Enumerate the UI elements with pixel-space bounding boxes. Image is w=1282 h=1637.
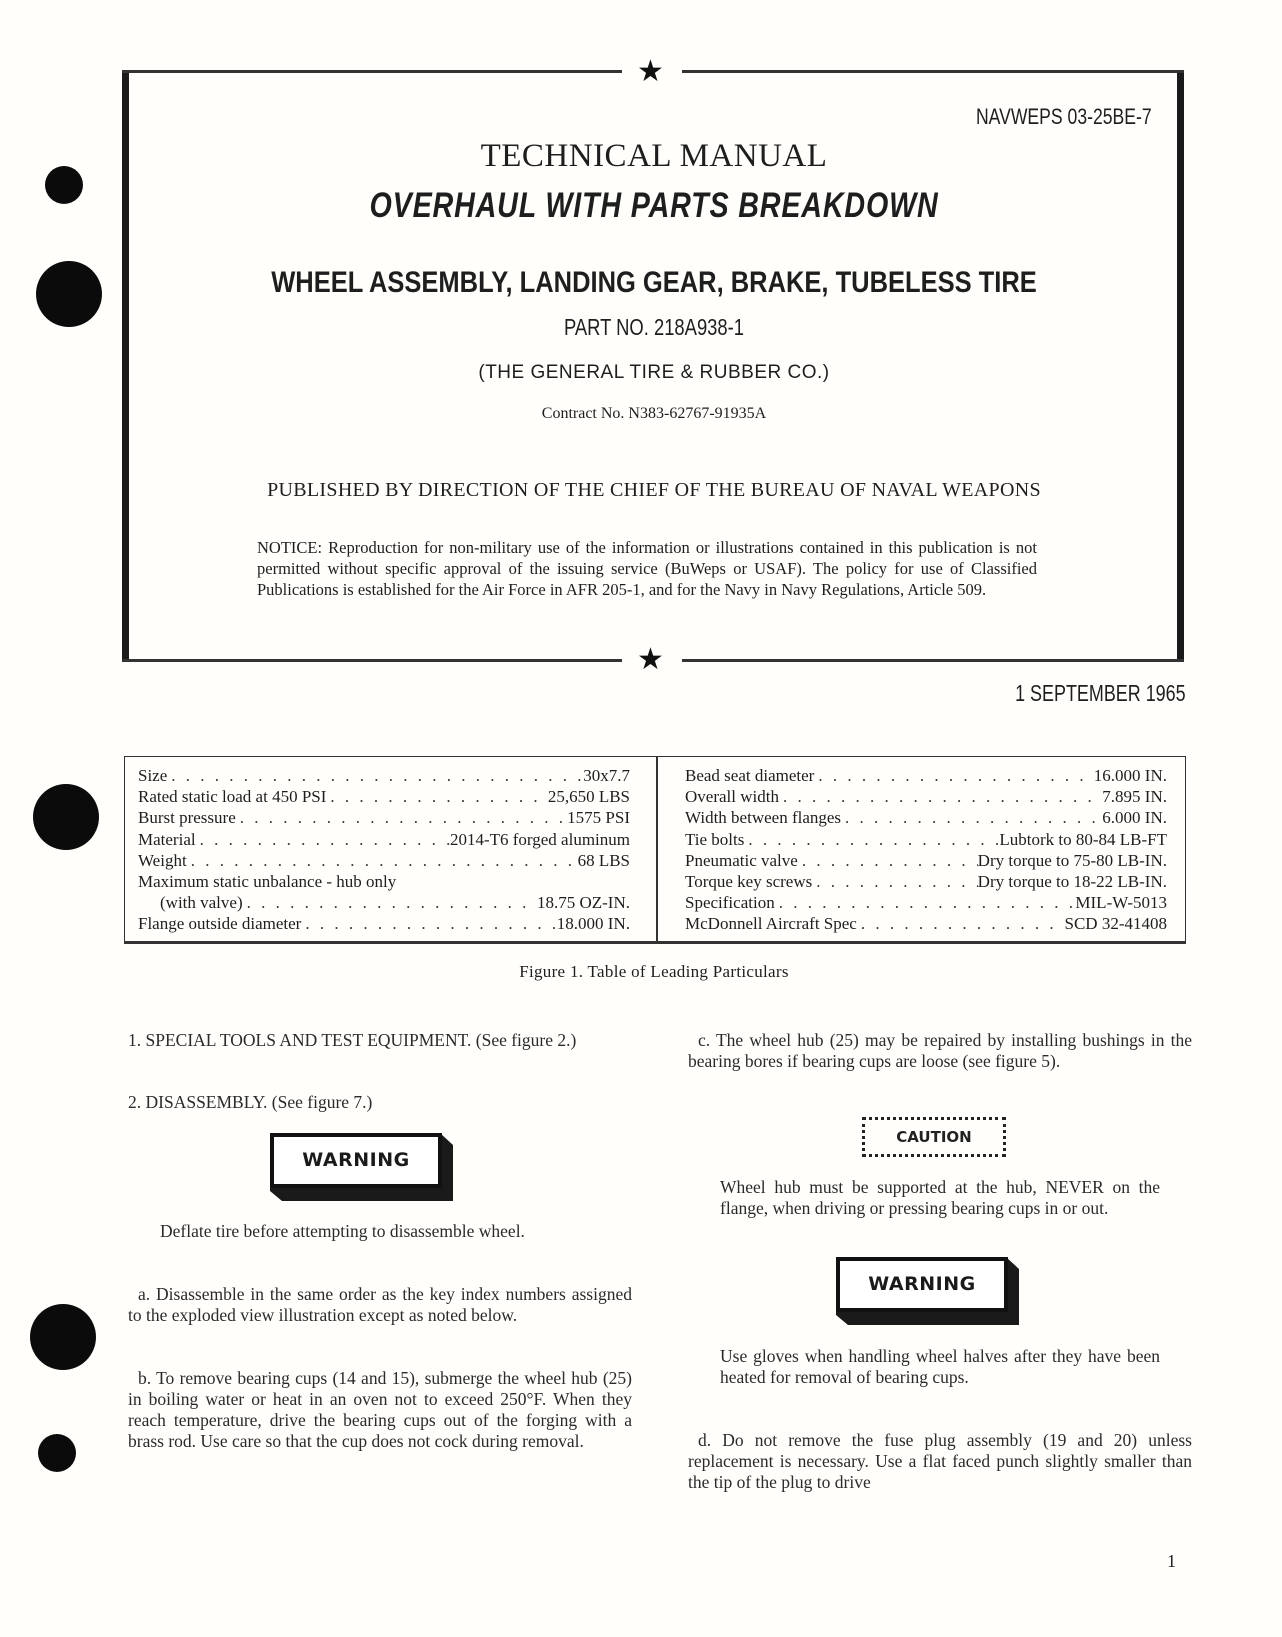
warning-banner (836, 1257, 1019, 1325)
publisher-line: PUBLISHED BY DIRECTION OF THE CHIEF OF THE BUREAU OF NAVAL WEAPONS (267, 479, 1041, 501)
caution-text: Wheel hub must be supported at the hub, NEVER on the flange, when driving or pressing bearing cups in or out. (720, 1177, 1160, 1218)
binder-hole (30, 1304, 96, 1370)
table-row: (with valve) . . . 18.75 OZ-IN. (138, 892, 630, 913)
table-row: Weight . . . 68 LBS (138, 850, 630, 871)
warning-text: Deflate tire before attempting to disassemble wheel. (160, 1221, 525, 1241)
table-row: Burst pressure . . . 1575 PSI (138, 807, 630, 828)
table-row: Material . . . 2014-T6 forged aluminum (138, 829, 630, 850)
paragraph-c: c. The wheel hub (25) may be repaired by installing bushings in the bearing bores if bearing cups are loose (see figure 5). (688, 1030, 1192, 1071)
section-heading-disassembly: 2. DISASSEMBLY. (See figure 7.) (128, 1092, 373, 1112)
table-row: Width between flanges . . . 6.000 IN. (685, 807, 1167, 828)
warning-banner (270, 1133, 453, 1201)
bottom-rule-left (122, 659, 622, 662)
body-left-column (128, 1030, 632, 1500)
paragraph-a: a. Disassemble in the same order as the key index numbers assigned to the exploded view illustration except as noted below. (128, 1284, 632, 1325)
table-row: Torque key screws . . . Dry torque to 18-22 LB-IN. (685, 871, 1167, 892)
paragraph-b: b. To remove bearing cups (14 and 15), submerge the wheel hub (25) in boiling water or heat in an oven not to exceed 250°F. When they reach temperature, drive the bearing cups out of the forging with a brass rod. Use care so that the cup does not cock during removal. (128, 1368, 632, 1451)
table-row: Overall width . . . 7.895 IN. (685, 786, 1167, 807)
document-number: NAVWEPS 03-25BE-7 (976, 104, 1152, 129)
caution-banner (862, 1117, 1006, 1157)
table-row: Specification . . . MIL-W-5013 (685, 892, 1167, 913)
binder-hole (36, 261, 102, 327)
star-icon: ★ (637, 642, 664, 677)
table-row: McDonnell Aircraft Spec . . . SCD 32-41408 (685, 913, 1167, 934)
section-heading-special-tools: 1. SPECIAL TOOLS AND TEST EQUIPMENT. (See figure 2.) (128, 1030, 577, 1050)
manual-title: TECHNICAL MANUAL (480, 138, 828, 174)
item-title: WHEEL ASSEMBLY, LANDING GEAR, BRAKE, TUBELESS TIRE (271, 266, 1037, 299)
particulars-right-column (685, 765, 1167, 935)
table-row: Tie bolts . . . Lubtork to 80-84 LB-FT (685, 829, 1167, 850)
top-rule-right (682, 70, 1184, 73)
publication-date: 1 SEPTEMBER 1965 (1015, 680, 1186, 706)
caution-label: CAUTION (896, 1127, 972, 1146)
bottom-rule-right (682, 659, 1184, 662)
manual-subtitle: OVERHAUL WITH PARTS BREAKDOWN (369, 186, 939, 225)
part-number: PART NO. 218A938-1 (563, 314, 744, 340)
leading-particulars-table (124, 756, 1186, 944)
table-row: Bead seat diameter . . . 16.000 IN. (685, 765, 1167, 786)
top-rule-left (122, 70, 622, 73)
star-icon: ★ (637, 54, 664, 89)
table-row: Maximum static unbalance - hub only (138, 872, 397, 892)
table-row: Flange outside diameter . . . 18.000 IN. (138, 913, 630, 934)
warning-label: WARNING (836, 1257, 1008, 1312)
notice-text: NOTICE: Reproduction for non-military use of the information or illustrations contained in this publication is not permitted without specific approval of the issuing service (BuWeps or USAF). The policy for use of Classified Publications is established for the Air Force in AFR 205-1, and for the Navy in Navy Regulations, Article 509. (257, 538, 1037, 599)
body-right-column (688, 1030, 1192, 1500)
binder-hole (45, 166, 83, 204)
figure-caption: Figure 1. Table of Leading Particulars (519, 962, 789, 981)
table-divider (656, 757, 658, 941)
table-row: Rated static load at 450 PSI . . . 25,650 LBS (138, 786, 630, 807)
table-row: Size . . . 30x7.7 (138, 765, 630, 786)
warning-text: Use gloves when handling wheel halves after they have been heated for removal of bearing cups. (720, 1346, 1160, 1387)
binder-hole (38, 1434, 76, 1472)
warning-label: WARNING (270, 1133, 442, 1188)
manufacturer: (THE GENERAL TIRE & RUBBER CO.) (478, 362, 830, 383)
table-row: Pneumatic valve . . . Dry torque to 75-80 LB-IN. (685, 850, 1167, 871)
paragraph-d: d. Do not remove the fuse plug assembly (19 and 20) unless replacement is necessary. Use a flat faced punch slightly smaller than the tip of the plug to drive (688, 1430, 1192, 1492)
contract-number: Contract No. N383-62767-91935A (541, 405, 767, 422)
particulars-left-column (138, 765, 630, 935)
page-number: 1 (1167, 1551, 1176, 1571)
binder-hole (33, 784, 99, 850)
